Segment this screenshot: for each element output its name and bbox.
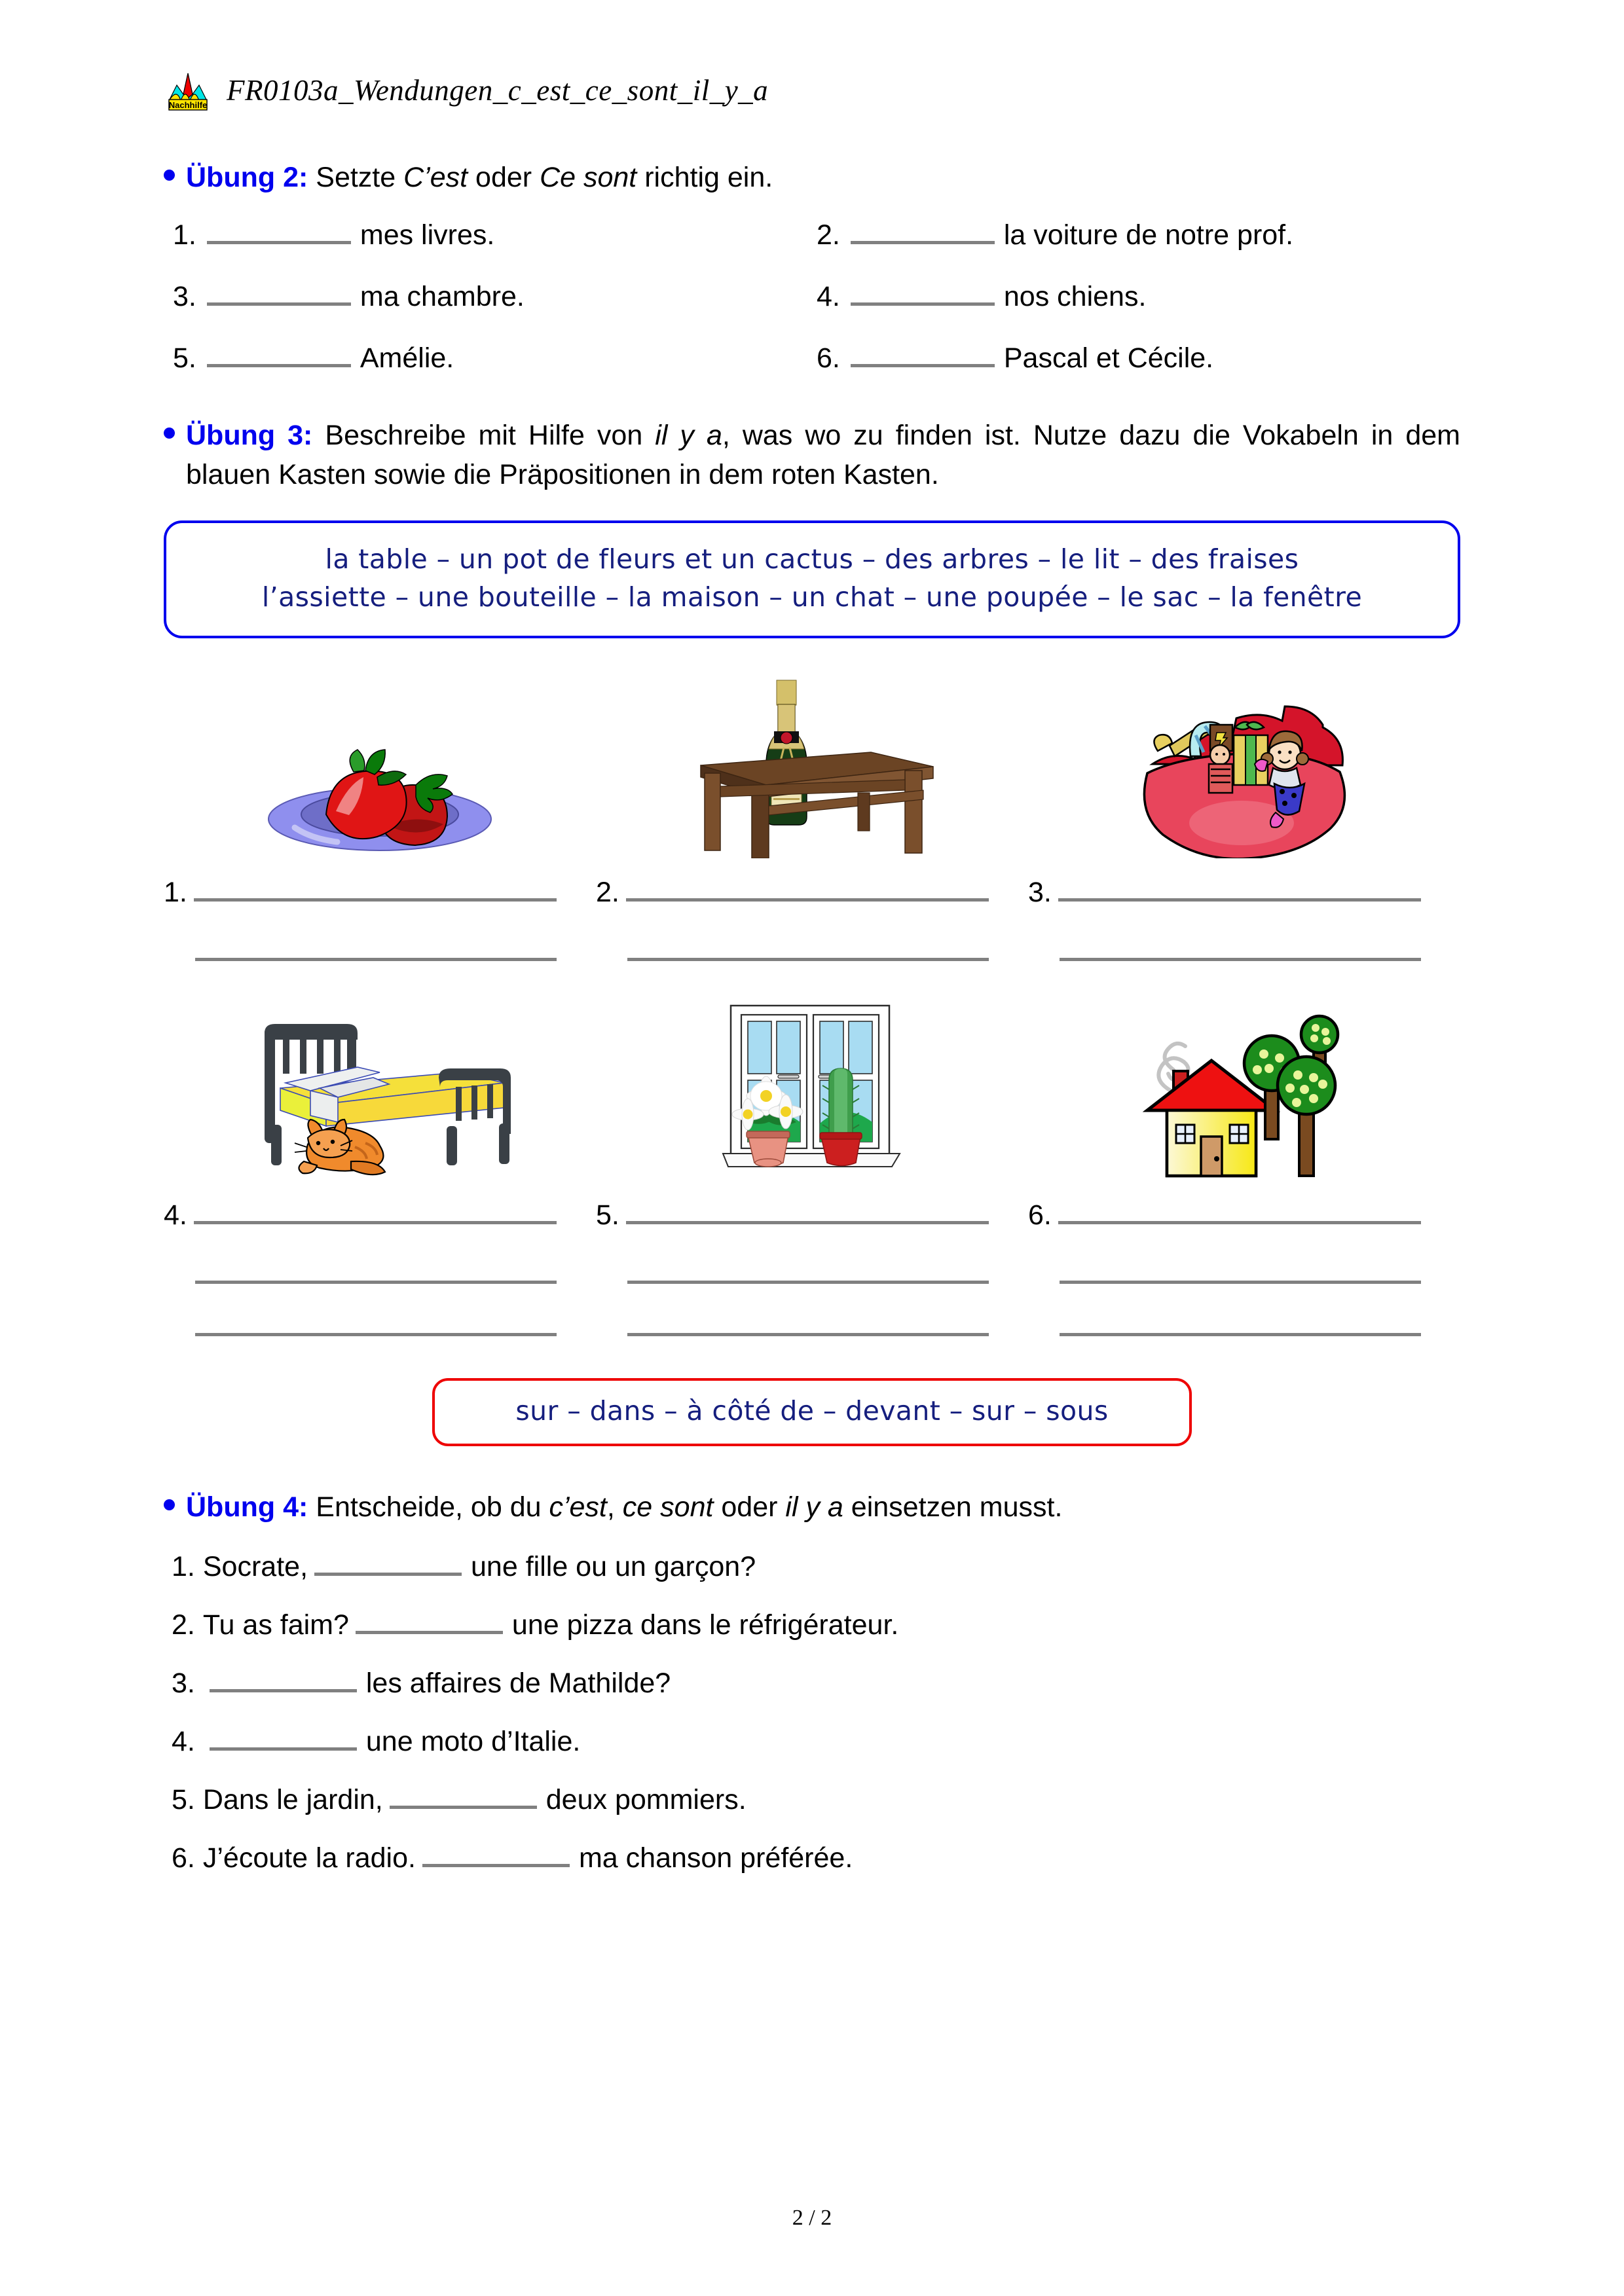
item-number: 2. bbox=[596, 877, 619, 909]
house-with-trees-icon bbox=[1133, 998, 1356, 1181]
answer-blank[interactable] bbox=[195, 1263, 557, 1284]
item-text-after: ma chanson préférée. bbox=[578, 1842, 853, 1874]
exercise-4-instruction-b: , bbox=[606, 1491, 623, 1523]
item-number: 1. bbox=[164, 877, 187, 909]
answer-blank[interactable] bbox=[1060, 1263, 1421, 1284]
exercise-3-italic-1: il y a bbox=[655, 420, 722, 452]
exercise-2-item bbox=[173, 342, 817, 374]
page-header bbox=[164, 64, 1460, 117]
answer-first-line bbox=[1028, 877, 1421, 909]
answer-cell bbox=[164, 1199, 596, 1336]
answer-first-line bbox=[164, 1199, 557, 1231]
item-text-before: Dans le jardin, bbox=[202, 1783, 383, 1815]
nachhilfe-logo-icon bbox=[164, 68, 212, 113]
exercise-2-item bbox=[173, 219, 817, 251]
item-number: 3. bbox=[1028, 877, 1052, 909]
svg-text:Nachhilfe: Nachhilfe bbox=[168, 100, 208, 110]
item-text-before: Socrate, bbox=[202, 1550, 308, 1582]
answer-blank[interactable] bbox=[195, 940, 557, 961]
exercise-2-item bbox=[817, 219, 1460, 251]
page-number: 2 / 2 bbox=[792, 2206, 832, 2230]
picture-row-2 bbox=[164, 985, 1460, 1181]
toy-sack-icon bbox=[1133, 701, 1356, 858]
exercise-4-item bbox=[172, 1842, 1460, 1874]
bottle-on-table-icon bbox=[674, 668, 950, 858]
document-title: FR0103a_Wendungen_c_est_ce_sont_il_y_a bbox=[227, 74, 769, 107]
item-text-before: J’écoute la radio. bbox=[202, 1842, 416, 1874]
item-number: 4. bbox=[172, 1725, 195, 1757]
item-number: 6. bbox=[172, 1842, 195, 1874]
exercise-4-instruction-d: einsetzen musst. bbox=[843, 1491, 1063, 1523]
vocabulary-box bbox=[164, 520, 1460, 638]
item-text: la voiture de notre prof. bbox=[1003, 219, 1294, 251]
window-with-plants-icon bbox=[720, 998, 904, 1181]
item-text-before: Tu as faim? bbox=[202, 1609, 349, 1641]
answer-first-line bbox=[164, 877, 557, 909]
exercise-2-heading bbox=[164, 158, 1460, 197]
exercise-4-instruction-c: oder bbox=[713, 1491, 786, 1523]
exercise-2-instruction-b: oder bbox=[468, 162, 540, 193]
exercise-2-italic-2: Ce sont bbox=[540, 162, 637, 193]
answer-blank[interactable] bbox=[851, 285, 995, 306]
exercise-3-heading bbox=[164, 416, 1460, 494]
answer-cell bbox=[1028, 1199, 1460, 1336]
exercise-2-item bbox=[817, 281, 1460, 313]
answer-first-line bbox=[596, 877, 989, 909]
exercise-2-instruction-a: Setzte bbox=[316, 162, 404, 193]
exercise-4-instruction-a: Entscheide, ob du bbox=[316, 1491, 549, 1523]
exercise-4-italic-3: il y a bbox=[785, 1491, 843, 1523]
strawberries-on-plate-icon bbox=[249, 708, 511, 858]
answer-blank[interactable] bbox=[210, 1730, 357, 1751]
page-footer bbox=[0, 2206, 1624, 2231]
answer-blank[interactable] bbox=[422, 1846, 570, 1867]
answer-blank[interactable] bbox=[627, 1315, 989, 1336]
answer-blank[interactable] bbox=[356, 1613, 503, 1634]
exercise-4-item bbox=[172, 1667, 1460, 1700]
preposition-line-1: sur – dans – à côté de – devant – sur – sous bbox=[515, 1395, 1109, 1427]
exercise-2-label: Übung 2: bbox=[186, 162, 308, 193]
bullet-icon bbox=[164, 170, 175, 181]
exercise-4-item bbox=[172, 1726, 1460, 1758]
item-number: 4. bbox=[164, 1199, 187, 1231]
item-number: 2. bbox=[172, 1609, 195, 1641]
item-number: 2. bbox=[817, 219, 840, 251]
item-text-after: les affaires de Mathilde? bbox=[365, 1667, 671, 1699]
exercise-4-item bbox=[172, 1551, 1460, 1583]
item-text-after: une pizza dans le réfrigérateur. bbox=[511, 1609, 899, 1641]
exercise-3-instruction-a: Beschreibe mit Hilfe von bbox=[325, 420, 655, 452]
bed-with-cat-icon bbox=[242, 1004, 517, 1181]
exercise-4-item bbox=[172, 1784, 1460, 1816]
exercise-4-italic-1: c’est bbox=[549, 1491, 607, 1523]
exercise-4-italic-2: ce sont bbox=[622, 1491, 714, 1523]
answer-blank[interactable] bbox=[626, 881, 989, 902]
answer-cell bbox=[1028, 877, 1460, 961]
exercise-2-item bbox=[817, 342, 1460, 374]
item-number: 1. bbox=[172, 1550, 195, 1582]
answer-blank[interactable] bbox=[1060, 1315, 1421, 1336]
item-text-after: une fille ou un garçon? bbox=[471, 1550, 756, 1582]
answer-blank[interactable] bbox=[210, 1671, 357, 1692]
answer-blank[interactable] bbox=[627, 1263, 989, 1284]
item-number: 3. bbox=[172, 1667, 195, 1699]
answer-blank[interactable] bbox=[314, 1555, 462, 1576]
exercise-4-heading bbox=[164, 1488, 1460, 1527]
answer-blank[interactable] bbox=[207, 285, 351, 306]
answer-blank[interactable] bbox=[195, 1315, 557, 1336]
picture-cell bbox=[1028, 985, 1460, 1181]
item-text-after: deux pommiers. bbox=[545, 1783, 747, 1815]
item-number: 5. bbox=[172, 1783, 195, 1815]
answer-blank[interactable] bbox=[194, 1203, 557, 1224]
item-number: 1. bbox=[173, 219, 196, 251]
picture-cell bbox=[164, 985, 596, 1181]
item-text: nos chiens. bbox=[1003, 281, 1147, 313]
picture-cell bbox=[596, 662, 1028, 858]
exercise-3-label: Übung 3: bbox=[186, 420, 313, 452]
answer-blank[interactable] bbox=[851, 346, 995, 367]
exercise-4-items bbox=[164, 1551, 1460, 1874]
answer-row-2 bbox=[164, 1199, 1460, 1336]
answer-first-line bbox=[596, 1199, 989, 1231]
answer-blank[interactable] bbox=[1060, 940, 1421, 961]
answer-blank[interactable] bbox=[851, 223, 995, 244]
answer-blank[interactable] bbox=[207, 346, 351, 367]
item-number: 3. bbox=[173, 281, 196, 313]
picture-cell bbox=[596, 985, 1028, 1181]
exercise-3-instruction-b: , was wo zu finden ist. Nutze dazu die Vokabeln in dem blauen Kasten sowie die Präpositionen in dem roten Kasten. bbox=[186, 420, 1460, 490]
exercise-4-item bbox=[172, 1609, 1460, 1641]
exercise-2-instruction-c: richtig ein. bbox=[637, 162, 773, 193]
answer-cell bbox=[596, 1199, 1028, 1336]
answer-blank[interactable] bbox=[207, 223, 351, 244]
answer-cell bbox=[596, 877, 1028, 961]
bullet-icon bbox=[164, 428, 175, 439]
exercise-4-label: Übung 4: bbox=[186, 1491, 308, 1523]
picture-cell bbox=[1028, 662, 1460, 858]
answer-blank[interactable] bbox=[194, 881, 557, 902]
item-text-after: une moto d’Italie. bbox=[365, 1725, 581, 1757]
picture-row-1 bbox=[164, 662, 1460, 858]
answer-blank[interactable] bbox=[1058, 1203, 1421, 1224]
answer-row-1 bbox=[164, 877, 1460, 961]
vocab-line-2: l’assiette – une bouteille – la maison – un chat – une poupée – le sac – la fenêtre bbox=[261, 581, 1363, 613]
exercise-2-items bbox=[164, 219, 1460, 374]
item-number: 5. bbox=[596, 1199, 619, 1231]
item-text: Pascal et Cécile. bbox=[1003, 342, 1214, 374]
preposition-box bbox=[432, 1378, 1192, 1446]
item-text: Amélie. bbox=[360, 342, 454, 374]
vocab-line-1: la table – un pot de fleurs et un cactus – des arbres – le lit – des fraises bbox=[325, 543, 1299, 575]
answer-blank[interactable] bbox=[627, 940, 989, 961]
answer-blank[interactable] bbox=[1058, 881, 1421, 902]
answer-blank[interactable] bbox=[626, 1203, 989, 1224]
answer-first-line bbox=[1028, 1199, 1421, 1231]
item-number: 6. bbox=[817, 342, 840, 374]
item-text: ma chambre. bbox=[360, 281, 525, 313]
bullet-icon bbox=[164, 1499, 175, 1510]
item-number: 6. bbox=[1028, 1199, 1052, 1231]
answer-blank[interactable] bbox=[390, 1788, 537, 1809]
exercise-2-item bbox=[173, 281, 817, 313]
item-number: 5. bbox=[173, 342, 196, 374]
exercise-2-italic-1: C’est bbox=[403, 162, 468, 193]
picture-cell bbox=[164, 662, 596, 858]
item-number: 4. bbox=[817, 281, 840, 313]
answer-cell bbox=[164, 877, 596, 961]
item-text: mes livres. bbox=[360, 219, 495, 251]
